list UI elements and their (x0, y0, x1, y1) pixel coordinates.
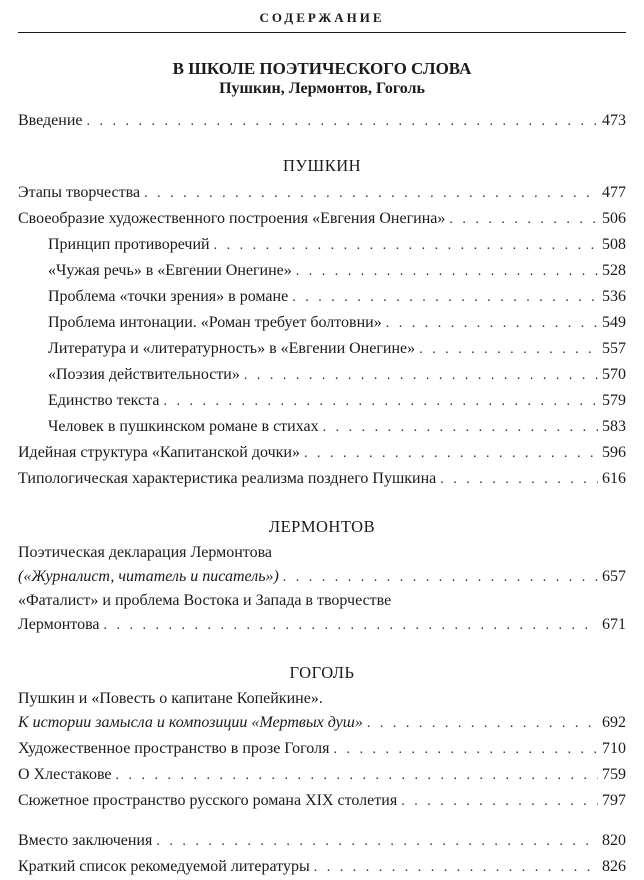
toc-entry[interactable] (18, 440, 626, 466)
toc-entry-title-line1: Пушкин и «Повесть о капитане Копейкине». (18, 690, 323, 707)
toc-entry-title: Краткий список рекомедуемой литературы (18, 858, 310, 875)
toc-entry-title: «Поэзия действительности» (48, 366, 240, 383)
toc-entry-multiline[interactable] (18, 590, 626, 638)
header-rule (18, 32, 626, 33)
toc-entry-bibliography[interactable] (18, 854, 626, 880)
toc-entry-page: 528 (602, 262, 626, 279)
toc-entry-page: 549 (602, 314, 626, 331)
toc-entry-title: Проблема «точки зрения» в романе (48, 288, 289, 305)
leader-dots (419, 337, 598, 362)
toc-subentry[interactable] (18, 310, 626, 336)
toc-entry-title: Единство текста (48, 392, 160, 409)
toc-subentry[interactable] (18, 414, 626, 440)
toc-subentry[interactable] (18, 388, 626, 414)
book-subtitle: Пушкин, Лермонтов, Гоголь (219, 80, 425, 97)
toc-entry-title: Сюжетное пространство русского романа XIX столетия (18, 792, 398, 809)
toc-entry-title: Своеобразие художественного построения «Евгения Онегина» (18, 210, 446, 227)
book-title: В ШКОЛЕ ПОЭТИЧЕСКОГО СЛОВА (172, 59, 472, 78)
toc-entry-multiline[interactable] (18, 688, 626, 736)
leader-dots (449, 207, 598, 232)
toc-entry[interactable] (18, 788, 626, 814)
leader-dots (244, 363, 598, 388)
leader-dots (440, 467, 598, 492)
toc-entry-title: Этапы творчества (18, 184, 141, 201)
toc-entry-title-line1: Поэтическая декларация Лермонтова (18, 544, 273, 561)
section-heading-lermontov: ЛЕРМОНТОВ (268, 517, 376, 536)
toc-entry-title: Принцип противоречий (48, 236, 210, 253)
toc-entry-page: 508 (602, 236, 626, 253)
toc-entry-page: 616 (602, 470, 626, 487)
toc-entry-page: 657 (602, 568, 626, 585)
leader-dots (116, 763, 598, 788)
leader-dots (296, 259, 598, 284)
toc-entry-page: 671 (602, 616, 626, 633)
toc-entry-page: 710 (602, 740, 626, 757)
toc-entry-conclusion[interactable] (18, 828, 626, 854)
toc-entry-page: 583 (602, 418, 626, 435)
section-heading-gogol: ГОГОЛЬ (289, 663, 355, 682)
leader-dots (323, 415, 598, 440)
toc-entry-page: 473 (602, 112, 626, 129)
toc-entry-title: Вместо заключения (18, 832, 153, 849)
toc-entry-intro[interactable] (18, 108, 626, 134)
leader-dots (283, 565, 598, 590)
running-head: СОДЕРЖАНИЕ (259, 10, 385, 25)
toc-entry-title-line2: К истории замысла и композиции «Мертвых душ» (18, 714, 363, 731)
toc-entry-title: Проблема интонации. «Роман требует болтовни» (48, 314, 382, 331)
toc-entry[interactable] (18, 736, 626, 762)
toc-entry-title: Человек в пушкинском романе в стихах (48, 418, 319, 435)
leader-dots (163, 389, 598, 414)
leader-dots (156, 829, 598, 854)
toc-entry-title: «Чужая речь» в «Евгении Онегине» (48, 262, 292, 279)
toc-entry-title: Художественное пространство в прозе Гоголя (18, 740, 330, 757)
toc-subentry[interactable] (18, 336, 626, 362)
leader-dots (367, 711, 598, 736)
toc-entry-page: 477 (602, 184, 626, 201)
toc-entry-multiline[interactable] (18, 542, 626, 590)
toc-entry-page: 759 (602, 766, 626, 783)
toc-entry-page: 536 (602, 288, 626, 305)
toc-subentry[interactable] (18, 232, 626, 258)
toc-entry-page: 506 (602, 210, 626, 227)
leader-dots (144, 181, 598, 206)
toc-entry-page: 826 (602, 858, 626, 875)
toc-entry-page: 596 (602, 444, 626, 461)
toc-entry-page: 557 (602, 340, 626, 357)
leader-dots (304, 441, 598, 466)
toc-entry-title: Идейная структура «Капитанской дочки» (18, 444, 300, 461)
toc-entry[interactable] (18, 180, 626, 206)
section-heading-pushkin: ПУШКИН (282, 156, 362, 175)
leader-dots (214, 233, 598, 258)
leader-dots (314, 855, 598, 880)
toc-entry-title-line2: Лермонтова (18, 616, 100, 633)
toc-subentry[interactable] (18, 258, 626, 284)
toc-entry-title-line1: «Фаталист» и проблема Востока и Запада в творчестве (18, 592, 392, 609)
leader-dots (386, 311, 598, 336)
toc-entry-title: Введение (18, 112, 83, 129)
toc-subentry[interactable] (18, 284, 626, 310)
leader-dots (401, 789, 598, 814)
toc-entry-page: 570 (602, 366, 626, 383)
toc-entry-title: Литература и «литературность» в «Евгении Онегине» (48, 340, 416, 357)
toc-entry-title: Типологическая характеристика реализма позднего Пушкина (18, 470, 437, 487)
leader-dots (292, 285, 598, 310)
toc-entry-page: 820 (602, 832, 626, 849)
toc-entry-title: О Хлестакове (18, 766, 112, 783)
toc-entry-page: 692 (602, 714, 626, 731)
toc-entry-page: 797 (602, 792, 626, 809)
toc-subentry[interactable] (18, 362, 626, 388)
toc-entry-title-line2: («Журналист, читатель и писатель») (18, 568, 279, 585)
leader-dots (104, 613, 598, 638)
leader-dots (333, 737, 598, 762)
toc-entry[interactable] (18, 466, 626, 492)
toc-entry-page: 579 (602, 392, 626, 409)
leader-dots (87, 109, 599, 134)
toc-entry[interactable] (18, 762, 626, 788)
toc-entry[interactable] (18, 206, 626, 232)
